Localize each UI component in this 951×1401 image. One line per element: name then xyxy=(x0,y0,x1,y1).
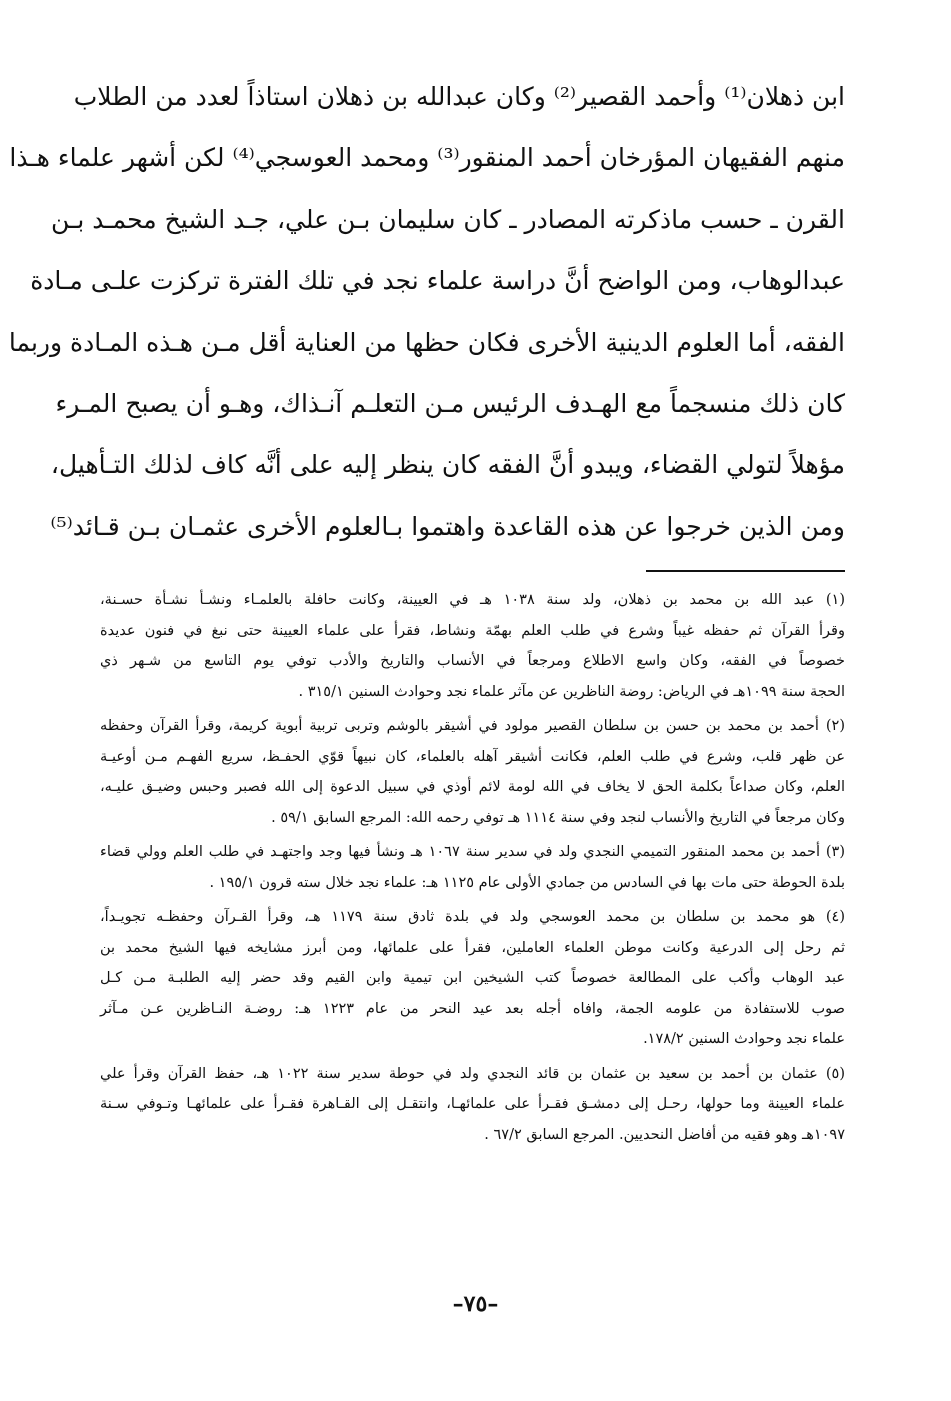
footnote-line: (١) عبد الله بن محمد بن ذهلان، ولد سنة ١٠٣٨ هـ في العيينة، وكانت حافلة بالعلمـاء ونشـأ نشـأة حسـنة، xyxy=(100,592,845,608)
page-number: –٧٥– xyxy=(452,1291,499,1317)
footnote-line: خصوصاً في الفقه، وكان واسع الاطلاع ومرجعاً في الأنساب والتاريخ والأدب توفي يوم التاسع من شـهر ذي xyxy=(100,653,845,669)
footnote-line: الحجة سنة ١٠٩٩هـ في الرياض: روضة الناظرين عن مآثر علماء نجد وحوادث السنين ٣١٥/١ . xyxy=(298,683,845,700)
footnote-line: (٢) أحمد بن محمد بن حسن بن سلطان القصير مولود في أشيقر بالوشم وتربى تربية أبوية كريمة، وقرأ القرآن وحفظه xyxy=(100,718,845,734)
footnote-line: علماء العيينة وما حولها، رحـل إلى دمشـق فقـرأ على علمائهـا، وانتقـل إلى القـاهرة فقـرأ على علمائهـا وتـوفي سـنة xyxy=(100,1096,845,1112)
main-text-line: ابن ذهلان⁽¹⁾ وأحمد القصير⁽²⁾ وكان عبدالله بن ذهلان استاذاً لعدد من الطلاب xyxy=(73,82,845,111)
footnote-3 xyxy=(100,837,845,898)
main-text-line: منهم الفقيهان المؤرخان أحمد المنقور⁽³⁾ ومحمد العوسجي⁽⁴⁾ لكن أشهر علماء هـذا xyxy=(9,143,845,173)
footnote-1 xyxy=(100,585,845,707)
footnote-line: ثم رحل إلى الدرعية وكانت موطن العلماء العاملين، فقرأ على علمائها، ومن أبرز مشايخه فيها الشيخ محمد بن xyxy=(100,939,845,956)
footnote-line: ١٠٩٧هـ وهو فقيه من أفاضل النحديين. المرجع السابق ٦٧/٢ . xyxy=(484,1126,845,1143)
main-text xyxy=(8,66,845,557)
footnote-separator xyxy=(646,570,845,572)
footnote-2 xyxy=(100,711,845,833)
footnote-4 xyxy=(100,902,845,1055)
footnote-line: صوب للاستفادة من علومه الجمة، وافاه أجله بعد عيد النحر من عام ١٢٢٣ هـ: روضـة النـاظرين عـن مـآثر xyxy=(100,1000,845,1017)
footnote-line: علماء نجد وحوادث السنين ١٧٨/٢. xyxy=(643,1031,845,1047)
footnote-line: (٤) هو محمد بن سلطان بن محمد العوسجي ولد في بلدة ثادق سنة ١١٧٩ هـ، وقرأ القـرآن وحفظـه تجويـداً، xyxy=(100,909,846,925)
main-text-line: الفقه، أما العلوم الدينية الأخرى فكان حظها من العناية أقل مـن هـذه المـادة وربما xyxy=(8,327,845,357)
footnote-line: (٣) أحمد بن محمد المنقور التميمي النجدي ولد في سدير سنة ١٠٦٧ هـ ونشأ فيها وجد واجتهـد في طلب العلم وولي قضاء xyxy=(100,844,845,860)
footnote-line: بلدة الحوطة حتى مات بها في السادس من جمادي الأولى عام ١١٢٥ هـ: علماء نجد خلال سته قرون ١٩٥/١ . xyxy=(209,874,845,891)
footnote-line: عبد الوهاب وأكب على المطالعة خصوصاً كتب الشيخين ابن تيمية وابن القيم وقد حضر إليه الطلبـة مـن كـل xyxy=(100,970,845,986)
main-text-line: عبدالوهاب، ومن الواضح أنَّ دراسة علماء نجد في تلك الفترة تركزت علـى مـادة xyxy=(30,266,845,296)
footnote-line: عن ظهر قلب، وشرع في طلب العلم، فكانت أشيقر آهله بالعلماء، كان نبيهاً قوّي الحفـظ، سريع الفهـم مـن أوعيـة xyxy=(100,748,845,765)
footnote-line: (٥) عثمان بن أحمد بن سعيد بن عثمان بن قائد النجدي ولد في حوطة سدير سنة ١٠٢٢ هـ، حفظ القرآن وقرأ علي xyxy=(100,1065,845,1082)
main-text-line: مؤهلاً لتولي القضاء، ويبدو أنَّ الفقه كان ينظر إليه على أنَّه كاف لذلك التـأهيل، xyxy=(50,450,845,480)
main-text-line: كان ذلك منسجماً مع الهـدف الرئيس مـن التعلـم آنـذاك، وهـو أن يصبح المـرء xyxy=(55,388,845,418)
main-text-line: ومن الذين خرجوا عن هذه القاعدة واهتموا بـالعلوم الأخرى عثمـان بـن قـائد⁽⁵⁾ xyxy=(50,511,845,541)
footnotes xyxy=(100,585,845,1154)
main-text-line: القرن ـ حسب ماذكرته المصادر ـ كان سليمان بـن علي، جـد الشيخ محمـد بـن xyxy=(50,204,845,234)
footnote-line: العلم، وكان صداعاً بكلمة الحق لا يخاف في الله لومة لائم أوذي في سبيل الدعوة إلى الله فصبر وحبس وضيـق عليـه، xyxy=(100,779,845,795)
footnote-line: وكان مرجعاً في التاريخ والأنساب لنجد وفي سنة ١١١٤ هـ توفي رحمه الله: المرجع السابق ٥٩/١ . xyxy=(271,809,845,826)
footnote-line: وقرأ القرآن ثم حفظه غيباً وشرع في طلب العلم بهمّة ونشاط، فقرأ على علماء العيينة حتى نبغ في فنون عديدة xyxy=(100,622,845,639)
footnote-5 xyxy=(100,1059,845,1151)
